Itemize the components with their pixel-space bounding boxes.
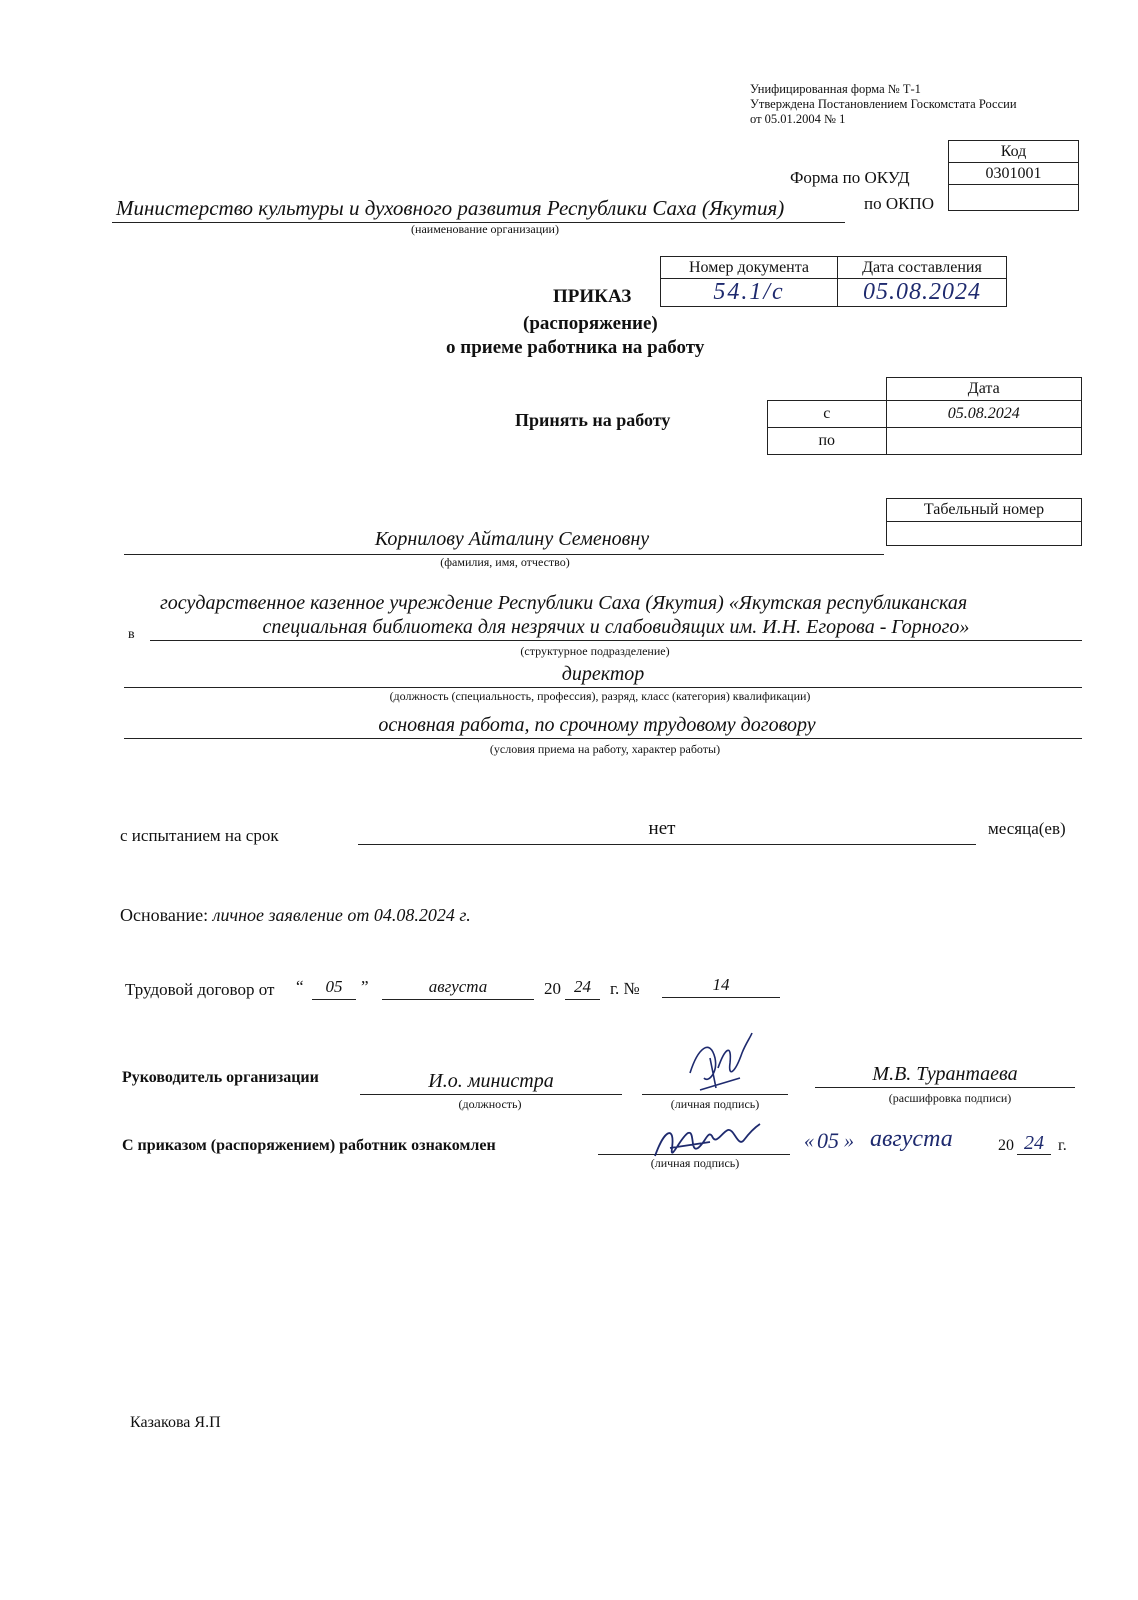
ack-open-quote: «: [804, 1130, 814, 1152]
department-line-1: государственное казенное учреждение Республики Саха (Якутия) «Якутская республиканская: [160, 592, 968, 614]
ack-day: 05: [817, 1128, 839, 1153]
okud-label: Форма по ОКУД: [790, 168, 910, 187]
ack-close-quote: »: [844, 1130, 854, 1152]
ack-year-prefix: 20: [998, 1137, 1014, 1154]
department-caption: (структурное подразделение): [520, 644, 670, 658]
basis: [120, 905, 471, 926]
from-date: 05.08.2024: [886, 401, 1082, 428]
probation-label: с испытанием на срок: [120, 826, 279, 845]
form-line-1: Унифицированная форма № Т-1: [750, 82, 921, 96]
okud-value: 0301001: [949, 163, 1079, 185]
head-signature-caption: (личная подпись): [670, 1097, 760, 1111]
ack-year-suffix: 24: [1024, 1132, 1044, 1154]
code-header: Код: [949, 141, 1079, 163]
to-label: по: [768, 428, 887, 455]
form-line-2: Утверждена Постановлением Госкомстата России: [750, 97, 1017, 111]
conditions-caption: (условия приема на работу, характер работы): [489, 742, 721, 756]
department-line-2: специальная библиотека для незрячих и слабовидящих им. И.Н. Егорова - Горного»: [262, 616, 970, 638]
basis-value: личное заявление от 04.08.2024 г.: [212, 905, 471, 925]
doc-number-table: [660, 256, 1007, 307]
hire-label: Принять на работу: [515, 410, 671, 430]
conditions-value: основная работа, по срочному трудовому договору: [378, 714, 816, 736]
doc-date-header: Дата составления: [838, 257, 1007, 279]
form-reference: [750, 82, 1017, 127]
hire-dates-table: [767, 377, 1082, 455]
okpo-label: по ОКПО: [864, 194, 935, 213]
order-title: ПРИКАЗ: [553, 286, 632, 307]
conditions-line: [124, 714, 1082, 739]
personnel-number-value: [887, 522, 1082, 546]
organization-caption: (наименование организации): [411, 222, 559, 236]
form-line-3: от 05.01.2004 № 1: [750, 112, 846, 126]
head-name-line: [815, 1063, 1075, 1088]
contract-year-prefix: 20: [544, 979, 561, 998]
contract-open-quote: “: [296, 977, 304, 996]
okpo-value: [949, 185, 1079, 211]
order-subject: о приеме работника на работу: [446, 337, 705, 358]
employee-name-line: [124, 528, 884, 555]
position-line: [124, 663, 1082, 688]
head-label: Руководитель организации: [122, 1069, 319, 1086]
contract-number-line: [662, 975, 780, 998]
acknowledge-label: С приказом (распоряжением) работник ознакомлен: [122, 1137, 496, 1154]
codes-table: [948, 140, 1079, 211]
employee-name: Корнилову Айталину Семеновну: [374, 528, 650, 550]
basis-label: Основание:: [120, 905, 209, 925]
department-line: [150, 616, 1082, 641]
probation-unit: месяца(ев): [988, 819, 1066, 838]
position-value: директор: [561, 663, 645, 685]
employee-name-caption: (фамилия, имя, отчество): [440, 555, 570, 569]
personnel-number-table: [886, 498, 1082, 546]
order-subtitle: (распоряжение): [523, 313, 658, 334]
contract-number-label: г. №: [610, 979, 640, 998]
doc-number-value: 54.1/с: [661, 279, 838, 307]
head-name-caption: (расшифровка подписи): [888, 1091, 1012, 1105]
ack-g: г.: [1058, 1137, 1067, 1154]
contract-close-quote: ”: [361, 977, 369, 996]
contract-month: августа: [428, 977, 488, 996]
position-caption: (должность (специальность, профессия), разряд, класс (категория) квалификации): [389, 689, 811, 703]
prepared-by: Казакова Я.П: [130, 1414, 221, 1431]
ack-month: августа: [870, 1126, 953, 1152]
date-header: Дата: [886, 378, 1082, 401]
head-position-caption: (должность): [458, 1097, 522, 1111]
personnel-number-header: Табельный номер: [887, 499, 1082, 522]
ack-year-line: [1017, 1132, 1051, 1155]
organization-line: [112, 196, 845, 223]
contract-month-line: [382, 977, 534, 1000]
contract-number: 14: [712, 975, 730, 994]
doc-number-header: Номер документа: [661, 257, 838, 279]
head-signature: [670, 1028, 770, 1098]
contract-label: Трудовой договор от: [125, 980, 275, 999]
to-date: [886, 428, 1082, 455]
employee-signature-caption: (личная подпись): [650, 1156, 740, 1170]
contract-year-suffix: 24: [574, 977, 591, 996]
probation-value: нет: [648, 818, 676, 839]
contract-day: 05: [325, 977, 343, 996]
head-position: И.о. министра: [428, 1070, 554, 1092]
organization-name: Министерство культуры и духовного развития Республики Саха (Якутия): [116, 196, 785, 220]
contract-year-line: [565, 977, 600, 1000]
head-position-line: [360, 1070, 622, 1095]
contract-day-line: [312, 977, 356, 1000]
from-label: с: [768, 401, 887, 428]
probation-line: [358, 818, 976, 845]
department-prefix: в: [128, 627, 135, 642]
doc-date-value: 05.08.2024: [838, 279, 1007, 307]
head-name: М.В. Турантаева: [872, 1063, 1018, 1085]
